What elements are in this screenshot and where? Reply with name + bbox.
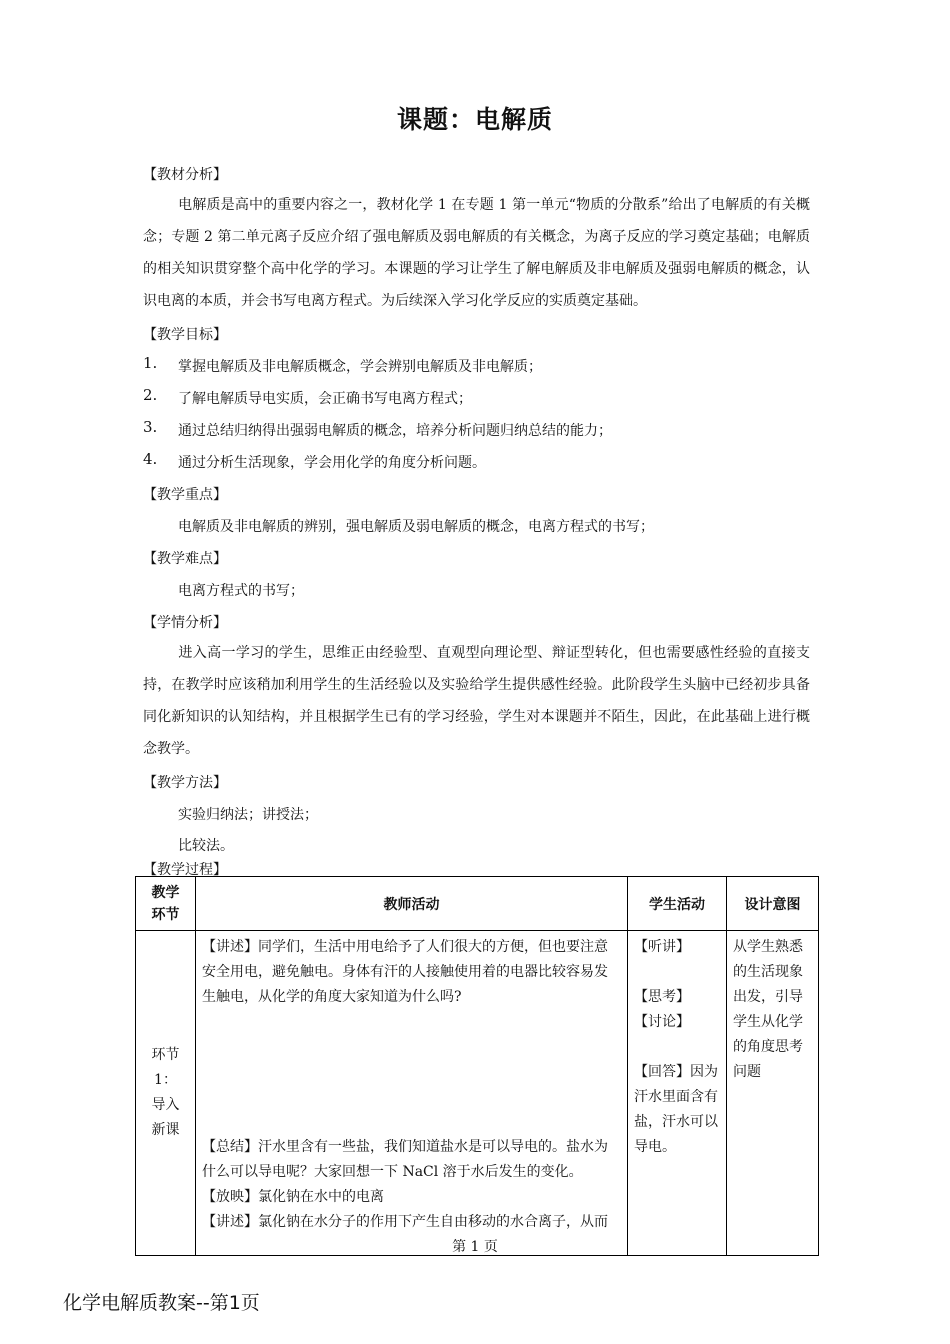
stage-cell: 环节1：导入新课 bbox=[136, 931, 196, 1256]
process-heading: 【教学过程】 bbox=[143, 862, 227, 878]
goals-heading: 【教学目标】 bbox=[143, 327, 227, 343]
methods-heading: 【教学方法】 bbox=[143, 775, 227, 791]
student-cell: 【听讲】 【思考】 【讨论】 【回答】因为汗水里面含有盐，汗水可以导电。 bbox=[628, 931, 727, 1256]
key-text: 电解质及非电解质的辨别，强电解质及弱电解质的概念，电离方程式的书写； bbox=[178, 519, 654, 535]
difficulty-heading: 【教学难点】 bbox=[143, 551, 227, 567]
goal-number: 4. bbox=[143, 450, 158, 468]
students-heading: 【学情分析】 bbox=[143, 615, 227, 631]
key-heading: 【教学重点】 bbox=[143, 487, 227, 503]
goal-number: 1. bbox=[143, 354, 158, 372]
process-table bbox=[135, 876, 819, 1256]
goal-number: 2. bbox=[143, 386, 158, 404]
intent-cell: 从学生熟悉的生活现象出发，引导学生从化学的角度思考问题 bbox=[727, 931, 819, 1256]
table-row bbox=[136, 931, 819, 1256]
difficulty-text: 电离方程式的书写； bbox=[178, 583, 304, 599]
header-teacher: 教师活动 bbox=[196, 877, 628, 931]
page-footer: 第 1 页 bbox=[452, 1239, 498, 1255]
goal-number: 3. bbox=[143, 418, 158, 436]
analysis-paragraph: 电解质是高中的重要内容之一，教材化学 1 在专题 1 第一单元“物质的分散系”给出了电解质的有关概念；专题 2 第二单元离子反应介绍了强电解质及弱电解质的有关概念，为离子反应的学习奠定基础；电解质的相关知识贯穿整个高中化学的学习。本课题的学习让学生了解电解质及非电解质及强弱电解质的概念，认识电离的本质，并会书写电离方程式。为后续深入学习化学反应的实质奠定基础。 bbox=[143, 197, 810, 309]
method-line: 比较法。 bbox=[178, 838, 234, 854]
document-caption: 化学电解质教案--第1页 bbox=[63, 1292, 260, 1314]
table-header-row bbox=[136, 877, 819, 931]
header-stage: 教学环节 bbox=[136, 877, 196, 931]
header-intent: 设计意图 bbox=[727, 877, 819, 931]
goal-item: 通过总结归纳得出强弱电解质的概念，培养分析问题归纳总结的能力； bbox=[178, 423, 612, 439]
analysis-heading: 【教材分析】 bbox=[143, 167, 227, 183]
teacher-cell: 【讲述】同学们，生活中用电给予了人们很大的方便，但也要注意安全用电，避免触电。身体有汗的人接触使用着的电器比较容易发生触电，从化学的角度大家知道为什么吗? 【总结】汗水里含有一些盐，我们知道盐水是可以导电的。盐水为什么可以导电呢？大家回想一下 NaCl 溶于水后发生的变化。 【放映】氯化钠在水中的电离 【讲述】氯化钠在水分子的作用下产生自由移动的水合离子，从而 bbox=[196, 931, 628, 1256]
goal-item: 通过分析生活现象，学会用化学的角度分析问题。 bbox=[178, 455, 486, 471]
goal-item: 掌握电解质及非电解质概念，学会辨别电解质及非电解质； bbox=[178, 359, 542, 375]
page-title: 课题：电解质 bbox=[396, 105, 553, 134]
method-line: 实验归纳法；讲授法； bbox=[178, 807, 318, 823]
students-paragraph: 进入高一学习的学生，思维正由经验型、直观型向理论型、辩证型转化，但也需要感性经验的直接支持，在教学时应该稍加利用学生的生活经验以及实验给学生提供感性经验。此阶段学生头脑中已经初步具备同化新知识的认知结构，并且根据学生已有的学习经验，学生对本课题并不陌生，因此，在此基础上进行概念教学。 bbox=[143, 645, 810, 757]
header-student: 学生活动 bbox=[628, 877, 727, 931]
goal-item: 了解电解质导电实质，会正确书写电离方程式； bbox=[178, 391, 472, 407]
